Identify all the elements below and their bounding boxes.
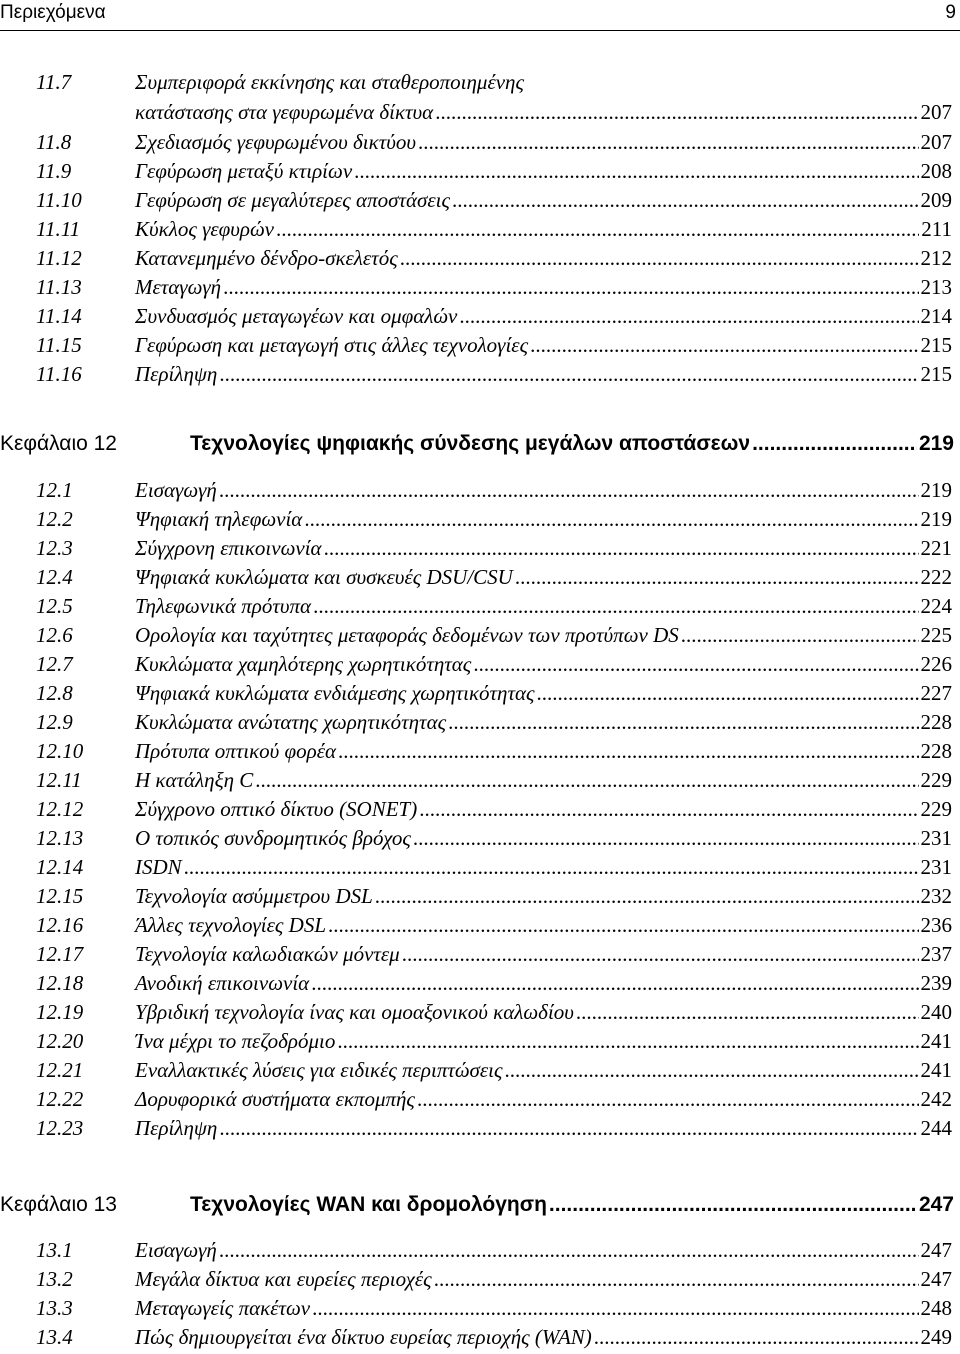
toc-entry-page: 228 — [920, 739, 952, 763]
toc-entry[interactable] — [0, 736, 952, 766]
toc-entry-page: 244 — [920, 1116, 952, 1140]
toc-entry[interactable] — [0, 794, 952, 824]
toc-entry-number: 13.2 — [36, 1267, 73, 1291]
toc-entry-title: ISDN — [135, 855, 182, 879]
page-header — [0, 0, 960, 31]
dot-leader — [304, 504, 918, 534]
toc-entry-title: Σύγχρονη επικοινωνία — [135, 536, 322, 560]
toc-entry[interactable] — [0, 301, 952, 331]
toc-entry-page: 226 — [920, 652, 952, 676]
toc-entry-page: 236 — [920, 913, 952, 937]
toc-entry-title: Κύκλος γεφυρών — [135, 217, 274, 241]
chapter-label: Κεφάλαιο 13 — [0, 1193, 117, 1216]
toc-entry-title: Εναλλακτικές λύσεις για ειδικές περιπτώσεις — [135, 1058, 503, 1082]
toc-entry[interactable] — [0, 243, 952, 273]
toc-entry-number: 12.12 — [36, 797, 84, 821]
toc-entry[interactable] — [0, 562, 952, 592]
dot-leader — [594, 1322, 919, 1352]
toc-entry-title: Ο τοπικός συνδρομητικός βρόχος — [135, 826, 411, 850]
toc-entry-title: Σύγχρονο οπτικό δίκτυο (SONET) — [135, 797, 418, 821]
dot-leader — [338, 736, 918, 766]
toc-entry[interactable] — [0, 1293, 952, 1323]
dot-leader — [530, 330, 918, 360]
toc-entry-page: 225 — [920, 623, 952, 647]
dot-leader — [400, 243, 919, 273]
toc-entry[interactable] — [0, 765, 952, 795]
toc-entry-number: 12.21 — [36, 1058, 84, 1082]
toc-entry-title: Γεφύρωση και μεταγωγή στις άλλες τεχνολογίες — [135, 333, 529, 357]
toc-entry-page: 242 — [920, 1087, 952, 1111]
toc-entry-title: Μεταγωγή — [135, 275, 222, 299]
toc-entry[interactable] — [0, 1026, 952, 1056]
toc-entry[interactable] — [0, 591, 952, 621]
toc-entry-number: 12.19 — [36, 1000, 84, 1024]
toc-entry[interactable] — [0, 1055, 952, 1085]
toc-entry-title: Μεγάλα δίκτυα και ευρείες περιοχές — [135, 1267, 432, 1291]
toc-entry[interactable] — [0, 533, 952, 563]
toc-entry-page: 247 — [920, 1238, 952, 1262]
dot-leader — [354, 156, 918, 186]
toc-entry-page: 231 — [920, 826, 952, 850]
dot-leader — [223, 272, 918, 302]
toc-entry-page: 237 — [920, 942, 952, 966]
dot-leader — [448, 707, 918, 737]
toc-entry-page: 231 — [920, 855, 952, 879]
header-page-number: 9 — [945, 2, 956, 23]
toc-entry-page: 214 — [920, 304, 952, 328]
toc-entry[interactable] — [0, 359, 952, 389]
toc-entry-title: Τηλεφωνικά πρότυπα — [135, 594, 312, 618]
toc-entry[interactable] — [0, 1235, 952, 1265]
toc-entry-number: 12.10 — [36, 739, 84, 763]
dot-leader — [576, 997, 919, 1027]
header-title: Περιεχόμενα — [0, 2, 106, 23]
toc-entry-page: 207 — [920, 100, 952, 124]
toc-entry-page: 239 — [920, 971, 952, 995]
toc-entry[interactable] — [0, 910, 952, 940]
toc-entry-number: 12.16 — [36, 913, 84, 937]
toc-entry-title: Κατανεμημένο δένδρο-σκελετός — [135, 246, 398, 270]
dot-leader — [219, 475, 919, 505]
chapter-heading-12[interactable] — [0, 427, 954, 461]
toc-entry[interactable] — [0, 1113, 952, 1143]
toc-entry-title: Κυκλώματα ανώτατης χωρητικότητας — [135, 710, 447, 734]
dot-leader — [402, 939, 919, 969]
toc-entry-page: 232 — [920, 884, 952, 908]
toc-entry-page: 222 — [920, 565, 952, 589]
toc-entry[interactable] — [0, 1322, 952, 1352]
toc-entry-number: 13.3 — [36, 1296, 73, 1320]
toc-entry-page: 208 — [920, 159, 952, 183]
toc-entry-title: Τεχνολογία ασύμμετρου DSL — [135, 884, 373, 908]
toc-entry-title-line1: Συμπεριφορά εκκίνησης και σταθεροποιημένης — [135, 70, 524, 94]
dot-leader — [313, 591, 918, 621]
toc-entry-page: 240 — [920, 1000, 952, 1024]
toc-entry[interactable] — [0, 127, 952, 157]
toc-entry-title: Πρότυπα οπτικού φορέα — [135, 739, 337, 763]
toc-entry-page: 221 — [920, 536, 952, 560]
dot-leader — [311, 968, 918, 998]
toc-entry[interactable] — [0, 620, 952, 650]
dot-leader — [276, 214, 919, 244]
toc-entry-number: 11.14 — [36, 304, 82, 328]
chapter-page: 247 — [918, 1193, 954, 1216]
toc-entry-number: 12.5 — [36, 594, 73, 618]
toc-entry[interactable] — [0, 997, 952, 1027]
dot-leader — [184, 852, 919, 882]
dot-leader — [537, 678, 919, 708]
toc-entry-title: Μεταγωγείς πακέτων — [135, 1296, 311, 1320]
dot-leader — [549, 1188, 917, 1222]
toc-entry-title: Ψηφιακή τηλεφωνία — [135, 507, 303, 531]
toc-entry-title: Ψηφιακά κυκλώματα και συσκευές DSU/CSU — [135, 565, 513, 589]
dot-leader — [375, 881, 919, 911]
toc-entry-number: 11.15 — [36, 333, 82, 357]
toc-entry-title: Ψηφιακά κυκλώματα ενδιάμεσης χωρητικότητας — [135, 681, 535, 705]
toc-entry-title: Πώς δημιουργείται ένα δίκτυο ευρείας περιοχής (WAN) — [135, 1325, 592, 1349]
toc-entry-title: Ορολογία και ταχύτητες μεταφοράς δεδομένων των προτύπων DS — [135, 623, 679, 647]
toc-entry-number: 12.3 — [36, 536, 73, 560]
toc-entry-page: 224 — [920, 594, 952, 618]
toc-entry-title: Τεχνολογία καλωδιακών μόντεμ — [135, 942, 400, 966]
toc-entry[interactable] — [0, 852, 952, 882]
toc-entry-page: 215 — [920, 362, 952, 386]
toc-entry-title: Περίληψη — [135, 362, 218, 386]
toc-entry-number: 12.1 — [36, 478, 73, 502]
toc-entry-number: 12.9 — [36, 710, 73, 734]
toc-entry-number: 12.2 — [36, 507, 73, 531]
toc-entry-number: 12.20 — [36, 1029, 84, 1053]
toc-entry-page: 248 — [920, 1296, 952, 1320]
toc-entry[interactable] — [0, 707, 952, 737]
dot-leader — [435, 97, 918, 127]
toc-entry-page: 213 — [920, 275, 952, 299]
toc-entry-page: 219 — [920, 478, 952, 502]
toc-entry-page: 228 — [920, 710, 952, 734]
chapter-heading-13[interactable] — [0, 1188, 954, 1222]
dot-leader — [418, 127, 919, 157]
dot-leader — [219, 1235, 919, 1265]
dot-leader — [515, 562, 919, 592]
toc-entry-page: 241 — [920, 1058, 952, 1082]
toc-entry[interactable] — [0, 1084, 952, 1114]
toc-entry-page: 241 — [920, 1029, 952, 1053]
toc-entry[interactable] — [0, 649, 952, 679]
toc-entry[interactable] — [0, 185, 952, 215]
toc-entry-page: 249 — [920, 1325, 952, 1349]
toc-entry-number: 11.10 — [36, 188, 82, 212]
toc-entry[interactable] — [0, 475, 952, 505]
toc-entry[interactable] — [0, 214, 952, 244]
dot-leader — [752, 427, 917, 461]
chapter-title: Τεχνολογίες WAN και δρομολόγηση — [190, 1193, 547, 1216]
chapter-title: Τεχνολογίες ψηφιακής σύνδεσης μεγάλων αποστάσεων — [190, 432, 751, 455]
toc-entry-number: 11.13 — [36, 275, 82, 299]
toc-entry-number: 11.8 — [36, 130, 72, 154]
toc-entry[interactable] — [0, 504, 952, 534]
toc-entry[interactable] — [0, 330, 952, 360]
dot-leader — [434, 1264, 919, 1294]
toc-entry-page: 212 — [920, 246, 952, 270]
dot-leader — [328, 910, 918, 940]
toc-entry-number: 13.4 — [36, 1325, 73, 1349]
toc-entry-title: Άλλες τεχνολογίες DSL — [135, 913, 327, 937]
dot-leader — [413, 823, 919, 853]
toc-entry-page: 227 — [920, 681, 952, 705]
toc-entry-number: 12.18 — [36, 971, 84, 995]
toc-entry[interactable] — [0, 678, 952, 708]
toc-entry-title: Γεφύρωση μεταξύ κτιρίων — [135, 159, 353, 183]
toc-entry-title: κατάστασης στα γεφυρωμένα δίκτυα — [135, 100, 434, 124]
toc-entry-number: 12.8 — [36, 681, 73, 705]
dot-leader — [473, 649, 918, 679]
toc-entry-number: 11.7 — [36, 70, 72, 94]
toc-entry-number: 12.14 — [36, 855, 84, 879]
chapter-label: Κεφάλαιο 12 — [0, 432, 117, 455]
dot-leader — [219, 1113, 918, 1143]
dot-leader — [417, 1084, 919, 1114]
toc-entry-number: 12.11 — [36, 768, 82, 792]
dot-leader — [419, 794, 918, 824]
toc-entry-page: 229 — [920, 768, 952, 792]
toc-entry[interactable] — [0, 968, 952, 998]
toc-entry-title: Κυκλώματα χαμηλότερης χωρητικότητας — [135, 652, 472, 676]
toc-entry-title: Ίνα μέχρι το πεζοδρόμιο — [135, 1029, 336, 1053]
toc-entry-number: 12.15 — [36, 884, 84, 908]
toc-entry[interactable] — [0, 272, 952, 302]
toc-entry[interactable] — [0, 881, 952, 911]
toc-entry-number: 12.13 — [36, 826, 84, 850]
toc-entry-title: Ανοδική επικοινωνία — [135, 971, 310, 995]
toc-entry-title: Υβριδική τεχνολογία ίνας και ομοαξονικού καλωδίου — [135, 1000, 574, 1024]
dot-leader — [459, 301, 918, 331]
dot-leader — [312, 1293, 918, 1323]
toc-entry-title: Γεφύρωση σε μεγαλύτερες αποστάσεις — [135, 188, 450, 212]
dot-leader — [505, 1055, 919, 1085]
toc-entry-page: 229 — [920, 797, 952, 821]
toc-entry-number: 12.17 — [36, 942, 84, 966]
toc-entry-number: 12.6 — [36, 623, 73, 647]
toc-entry-title: Σχεδιασμός γεφυρωμένου δικτύου — [135, 130, 416, 154]
toc-entry-page: 211 — [921, 217, 952, 241]
toc-entry-title: Περίληψη — [135, 1116, 218, 1140]
dot-leader — [681, 620, 919, 650]
toc-entry-title: Η κατάληξη C — [135, 768, 254, 792]
toc-entry-title: Δορυφορικά συστήματα εκπομπής — [135, 1087, 415, 1111]
toc-entry-title: Εισαγωγή — [135, 478, 217, 502]
toc-entry-number: 11.9 — [36, 159, 72, 183]
toc-entry-title: Συνδυασμός μεταγωγέων και ομφαλών — [135, 304, 458, 328]
toc-entry[interactable] — [0, 939, 952, 969]
toc-entry[interactable] — [0, 823, 952, 853]
dot-leader — [255, 765, 918, 795]
dot-leader — [219, 359, 918, 389]
dot-leader — [324, 533, 919, 563]
toc-entry-page: 207 — [920, 130, 952, 154]
toc-entry-page: 215 — [920, 333, 952, 357]
toc-entry-number: 12.4 — [36, 565, 73, 589]
toc-entry-number: 12.23 — [36, 1116, 84, 1140]
toc-entry-page: 247 — [920, 1267, 952, 1291]
dot-leader — [337, 1026, 918, 1056]
toc-entry-number: 11.11 — [36, 217, 81, 241]
chapter-page: 219 — [918, 432, 954, 455]
toc-entry[interactable] — [0, 1264, 952, 1294]
toc-entry[interactable] — [0, 67, 952, 127]
toc-entry-title: Εισαγωγή — [135, 1238, 217, 1262]
toc-entry-number: 12.7 — [36, 652, 73, 676]
toc-entry-number: 12.22 — [36, 1087, 84, 1111]
toc-entry[interactable] — [0, 156, 952, 186]
toc-entry-page: 219 — [920, 507, 952, 531]
toc-entry-number: 11.16 — [36, 362, 82, 386]
toc-entry-number: 13.1 — [36, 1238, 73, 1262]
toc-entry-page: 209 — [920, 188, 952, 212]
toc-entry-number: 11.12 — [36, 246, 82, 270]
dot-leader — [452, 185, 919, 215]
